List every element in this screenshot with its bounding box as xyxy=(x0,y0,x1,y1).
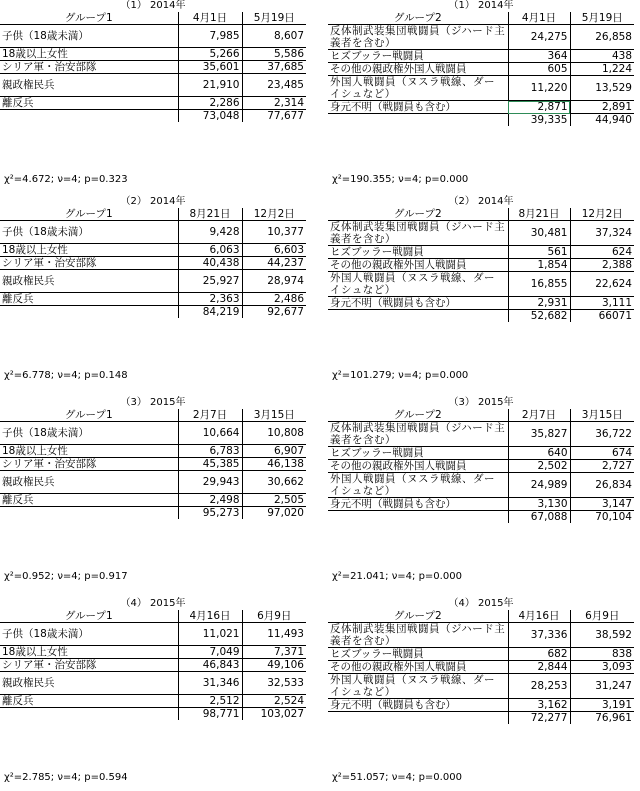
table-row xyxy=(0,221,306,244)
totals-row xyxy=(0,110,306,123)
value-cell: 3,147 xyxy=(570,498,634,511)
value-cell: 23,485 xyxy=(242,74,306,97)
table-row xyxy=(0,270,306,293)
value-cell: 6,603 xyxy=(242,244,306,257)
total-cell: 98,771 xyxy=(178,708,242,721)
table-row xyxy=(0,61,306,74)
header-row xyxy=(328,208,634,221)
chi-square-result: χ²=190.355; ν=4; p=0.000 xyxy=(332,174,469,185)
chi-square-result: χ²=4.672; ν=4; p=0.323 xyxy=(4,174,128,185)
table-row xyxy=(328,648,634,661)
totals-label xyxy=(0,110,178,123)
date-header: 3月15日 xyxy=(570,409,634,422)
block-title: （1） 2014年 xyxy=(448,0,514,11)
value-cell: 32,533 xyxy=(242,672,306,695)
total-cell: 77,677 xyxy=(267,110,304,122)
table-row xyxy=(328,447,634,460)
row-label: ヒズブッラー戦闘員 xyxy=(328,447,508,460)
row-label: 反体制武装集団戦闘員（ジハード主義者を含む） xyxy=(328,221,508,246)
value-cell: 6,063 xyxy=(178,244,242,257)
table-row xyxy=(328,25,634,50)
value-cell: 7,985 xyxy=(178,25,242,48)
header-row xyxy=(0,409,306,422)
value-cell: 2,363 xyxy=(178,293,242,306)
value-cell: 2,512 xyxy=(178,695,242,708)
total-cell: 39,335 xyxy=(508,114,570,127)
row-label: 外国人戦闘員（ヌスラ戦線、ダーイシュなど） xyxy=(328,76,508,101)
value-cell: 31,247 xyxy=(570,674,634,699)
group-header: グループ2 xyxy=(328,409,508,422)
date-header: 12月2日 xyxy=(242,208,306,221)
table-block-4-group2 xyxy=(328,598,634,788)
totals-label xyxy=(0,708,178,721)
row-label: ヒズブッラー戦闘員 xyxy=(328,246,508,259)
totals-row xyxy=(0,507,306,520)
value-cell: 10,808 xyxy=(242,422,306,445)
total-cell: 70,104 xyxy=(595,511,632,523)
block-title: （2） 2014年 xyxy=(120,196,186,207)
totals-row xyxy=(328,310,634,323)
data-table xyxy=(328,610,634,724)
value-cell: 11,021 xyxy=(178,623,242,646)
group-header: グループ2 xyxy=(328,610,508,623)
value-cell: 2,314 xyxy=(242,97,306,110)
chi-square-result: χ²=21.041; ν=4; p=0.000 xyxy=(332,571,462,582)
value-cell: 674 xyxy=(570,447,634,460)
header-row xyxy=(328,12,634,25)
date-header: 6月9日 xyxy=(570,610,634,623)
value-cell: 2,871 xyxy=(508,101,570,114)
table-block-3-group2 xyxy=(328,397,634,587)
group-header: グループ2 xyxy=(328,208,508,221)
total-cell: 92,677 xyxy=(267,306,304,318)
row-label: 離反兵 xyxy=(0,97,178,110)
block-title: （4） 2015年 xyxy=(120,598,186,609)
totals-label xyxy=(0,306,178,319)
table-row xyxy=(0,293,306,306)
value-cell: 11,493 xyxy=(242,623,306,646)
value-cell: 31,346 xyxy=(178,672,242,695)
value-cell: 5,266 xyxy=(178,48,242,61)
data-table xyxy=(328,409,634,523)
table-block-3-group1 xyxy=(0,397,306,587)
block-title: （3） 2015年 xyxy=(448,397,514,408)
row-label: 反体制武装集団戦闘員（ジハード主義者を含む） xyxy=(328,25,508,50)
value-cell: 2,727 xyxy=(570,460,634,473)
row-label: シリア軍・治安部隊 xyxy=(0,659,178,672)
value-cell: 2,498 xyxy=(178,494,242,507)
date-header: 12月2日 xyxy=(570,208,634,221)
table-block-1-group2 xyxy=(328,0,634,190)
total-cell: 52,682 xyxy=(508,310,570,323)
table-row xyxy=(328,297,634,310)
value-cell: 7,371 xyxy=(242,646,306,659)
table-row xyxy=(0,257,306,270)
value-cell: 3,191 xyxy=(570,699,634,712)
value-cell: 1,854 xyxy=(508,259,570,272)
row-label: 身元不明（戦闘員も含む） xyxy=(328,498,508,511)
total-cell: 84,219 xyxy=(178,306,242,319)
total-cell: 66071 xyxy=(598,310,632,322)
date-header: 5月19日 xyxy=(570,12,634,25)
value-cell: 30,481 xyxy=(508,221,570,246)
value-cell: 1,224 xyxy=(570,63,634,76)
value-cell: 2,524 xyxy=(242,695,306,708)
totals-row xyxy=(0,708,306,721)
value-cell: 3,130 xyxy=(508,498,570,511)
table-row xyxy=(328,661,634,674)
table-row xyxy=(328,460,634,473)
value-cell: 6,783 xyxy=(178,445,242,458)
date-header: 4月1日 xyxy=(508,12,570,25)
table-block-2-group2 xyxy=(328,196,634,386)
total-cell: 103,027 xyxy=(260,708,304,720)
table-block-2-group1 xyxy=(0,196,306,386)
row-label: 子供（18歳未満） xyxy=(0,623,178,646)
totals-label xyxy=(328,114,508,127)
value-cell: 29,943 xyxy=(178,471,242,494)
date-header: 3月15日 xyxy=(242,409,306,422)
row-label: 親政権民兵 xyxy=(0,270,178,293)
table-row xyxy=(328,272,634,297)
total-cell: 67,088 xyxy=(508,511,570,524)
value-cell: 640 xyxy=(508,447,570,460)
row-label: シリア軍・治安部隊 xyxy=(0,257,178,270)
value-cell: 46,138 xyxy=(242,458,306,471)
row-label: その他の親政権外国人戦闘員 xyxy=(328,460,508,473)
value-cell: 6,907 xyxy=(242,445,306,458)
data-table xyxy=(0,208,306,318)
group-header: グループ1 xyxy=(0,208,178,221)
value-cell: 838 xyxy=(570,648,634,661)
value-cell: 438 xyxy=(570,50,634,63)
table-block-1-group1 xyxy=(0,0,306,190)
row-label: その他の親政権外国人戦闘員 xyxy=(328,63,508,76)
value-cell: 13,529 xyxy=(570,76,634,101)
chi-square-result: χ²=51.057; ν=4; p=0.000 xyxy=(332,772,462,783)
total-cell: 73,048 xyxy=(178,110,242,123)
block-title: （2） 2014年 xyxy=(448,196,514,207)
table-row xyxy=(328,63,634,76)
totals-row xyxy=(328,114,634,127)
row-label: 身元不明（戦闘員も含む） xyxy=(328,297,508,310)
table-block-4-group1 xyxy=(0,598,306,788)
value-cell: 16,855 xyxy=(508,272,570,297)
group-header: グループ1 xyxy=(0,610,178,623)
table-row xyxy=(0,74,306,97)
total-cell: 44,940 xyxy=(595,114,632,126)
value-cell: 37,685 xyxy=(242,61,306,74)
value-cell: 2,891 xyxy=(570,101,634,114)
value-cell: 28,253 xyxy=(508,674,570,699)
totals-label xyxy=(328,310,508,323)
date-header: 6月9日 xyxy=(242,610,306,623)
block-title: （1） 2014年 xyxy=(120,0,186,11)
header-row xyxy=(328,409,634,422)
date-header: 8月21日 xyxy=(178,208,242,221)
row-label: 身元不明（戦闘員も含む） xyxy=(328,101,508,114)
data-table xyxy=(0,12,306,122)
table-row xyxy=(0,422,306,445)
table-row xyxy=(0,97,306,110)
table-row xyxy=(328,473,634,498)
table-row xyxy=(328,76,634,101)
value-cell: 26,858 xyxy=(570,25,634,50)
row-label: 離反兵 xyxy=(0,293,178,306)
value-cell: 2,486 xyxy=(242,293,306,306)
chi-square-result: χ²=0.952; ν=4; p=0.917 xyxy=(4,571,128,582)
value-cell: 3,111 xyxy=(570,297,634,310)
header-row xyxy=(328,610,634,623)
value-cell: 24,275 xyxy=(508,25,570,50)
row-label: 親政権民兵 xyxy=(0,672,178,695)
table-row xyxy=(328,221,634,246)
row-label: 18歳以上女性 xyxy=(0,244,178,257)
totals-row xyxy=(328,712,634,725)
row-label: ヒズブッラー戦闘員 xyxy=(328,648,508,661)
value-cell: 624 xyxy=(570,246,634,259)
table-row xyxy=(328,246,634,259)
data-table xyxy=(0,610,306,720)
value-cell: 35,827 xyxy=(508,422,570,447)
row-label: 離反兵 xyxy=(0,695,178,708)
table-row xyxy=(0,672,306,695)
value-cell: 2,505 xyxy=(242,494,306,507)
row-label: 反体制武装集団戦闘員（ジハード主義者を含む） xyxy=(328,623,508,648)
totals-label xyxy=(0,507,178,520)
row-label: 外国人戦闘員（ヌスラ戦線、ダーイシュなど） xyxy=(328,272,508,297)
table-row xyxy=(0,494,306,507)
table-row xyxy=(328,101,634,114)
header-row xyxy=(0,12,306,25)
value-cell: 682 xyxy=(508,648,570,661)
value-cell: 37,336 xyxy=(508,623,570,648)
row-label: シリア軍・治安部隊 xyxy=(0,458,178,471)
value-cell: 2,502 xyxy=(508,460,570,473)
block-title: （3） 2015年 xyxy=(120,397,186,408)
table-row xyxy=(328,699,634,712)
row-label: 親政権民兵 xyxy=(0,74,178,97)
value-cell: 35,601 xyxy=(178,61,242,74)
header-row xyxy=(0,208,306,221)
date-header: 2月7日 xyxy=(178,409,242,422)
totals-label xyxy=(328,511,508,524)
row-label: 子供（18歳未満） xyxy=(0,25,178,48)
row-label: 外国人戦闘員（ヌスラ戦線、ダーイシュなど） xyxy=(328,473,508,498)
total-cell: 72,277 xyxy=(508,712,570,725)
value-cell: 44,237 xyxy=(242,257,306,270)
table-row xyxy=(0,458,306,471)
row-label: 子供（18歳未満） xyxy=(0,221,178,244)
value-cell: 3,162 xyxy=(508,699,570,712)
row-label: 子供（18歳未満） xyxy=(0,422,178,445)
table-row xyxy=(0,244,306,257)
value-cell: 5,586 xyxy=(242,48,306,61)
group-header: グループ1 xyxy=(0,409,178,422)
value-cell: 26,834 xyxy=(570,473,634,498)
value-cell: 10,664 xyxy=(178,422,242,445)
group-header: グループ2 xyxy=(328,12,508,25)
value-cell: 364 xyxy=(508,50,570,63)
date-header: 8月21日 xyxy=(508,208,570,221)
table-row xyxy=(328,50,634,63)
table-row xyxy=(328,674,634,699)
row-label: 親政権民兵 xyxy=(0,471,178,494)
row-label: シリア軍・治安部隊 xyxy=(0,61,178,74)
row-label: 18歳以上女性 xyxy=(0,646,178,659)
value-cell: 46,843 xyxy=(178,659,242,672)
table-row xyxy=(0,646,306,659)
table-row xyxy=(0,445,306,458)
row-label: 18歳以上女性 xyxy=(0,445,178,458)
value-cell: 10,377 xyxy=(242,221,306,244)
total-cell: 97,020 xyxy=(267,507,304,519)
row-label: 身元不明（戦闘員も含む） xyxy=(328,699,508,712)
date-header: 5月19日 xyxy=(242,12,306,25)
block-title: （4） 2015年 xyxy=(448,598,514,609)
row-label: 離反兵 xyxy=(0,494,178,507)
value-cell: 8,607 xyxy=(242,25,306,48)
chi-square-result: χ²=6.778; ν=4; p=0.148 xyxy=(4,370,128,381)
row-label: 反体制武装集団戦闘員（ジハード主義者を含む） xyxy=(328,422,508,447)
value-cell: 2,931 xyxy=(508,297,570,310)
table-row xyxy=(0,695,306,708)
table-row xyxy=(328,422,634,447)
value-cell: 40,438 xyxy=(178,257,242,270)
totals-label xyxy=(328,712,508,725)
value-cell: 25,927 xyxy=(178,270,242,293)
date-header: 2月7日 xyxy=(508,409,570,422)
table-row xyxy=(0,48,306,61)
date-header: 4月16日 xyxy=(508,610,570,623)
row-label: ヒズブッラー戦闘員 xyxy=(328,50,508,63)
row-label: 18歳以上女性 xyxy=(0,48,178,61)
value-cell: 21,910 xyxy=(178,74,242,97)
value-cell: 49,106 xyxy=(242,659,306,672)
value-cell: 30,662 xyxy=(242,471,306,494)
row-label: その他の親政権外国人戦闘員 xyxy=(328,259,508,272)
value-cell: 45,385 xyxy=(178,458,242,471)
header-row xyxy=(0,610,306,623)
table-row xyxy=(0,471,306,494)
value-cell: 2,286 xyxy=(178,97,242,110)
total-cell: 95,273 xyxy=(178,507,242,520)
value-cell: 2,844 xyxy=(508,661,570,674)
row-label: その他の親政権外国人戦闘員 xyxy=(328,661,508,674)
value-cell: 24,989 xyxy=(508,473,570,498)
table-row xyxy=(0,623,306,646)
group-header: グループ1 xyxy=(0,12,178,25)
table-row xyxy=(0,25,306,48)
table-row xyxy=(328,498,634,511)
value-cell: 36,722 xyxy=(570,422,634,447)
table-row xyxy=(328,259,634,272)
date-header: 4月1日 xyxy=(178,12,242,25)
chi-square-result: χ²=2.785; ν=4; p=0.594 xyxy=(4,772,128,783)
totals-row xyxy=(328,511,634,524)
date-header: 4月16日 xyxy=(178,610,242,623)
value-cell: 22,624 xyxy=(570,272,634,297)
value-cell: 605 xyxy=(508,63,570,76)
table-row xyxy=(0,659,306,672)
value-cell: 9,428 xyxy=(178,221,242,244)
value-cell: 3,093 xyxy=(570,661,634,674)
totals-row xyxy=(0,306,306,319)
value-cell: 11,220 xyxy=(508,76,570,101)
data-table xyxy=(328,208,634,322)
value-cell: 37,324 xyxy=(570,221,634,246)
value-cell: 38,592 xyxy=(570,623,634,648)
value-cell: 28,974 xyxy=(242,270,306,293)
table-row xyxy=(328,623,634,648)
chi-square-result: χ²=101.279; ν=4; p=0.000 xyxy=(332,370,469,381)
row-label: 外国人戦闘員（ヌスラ戦線、ダーイシュなど） xyxy=(328,674,508,699)
data-table xyxy=(328,12,634,126)
total-cell: 76,961 xyxy=(595,712,632,724)
value-cell: 2,388 xyxy=(570,259,634,272)
value-cell: 7,049 xyxy=(178,646,242,659)
data-table xyxy=(0,409,306,519)
value-cell: 561 xyxy=(508,246,570,259)
